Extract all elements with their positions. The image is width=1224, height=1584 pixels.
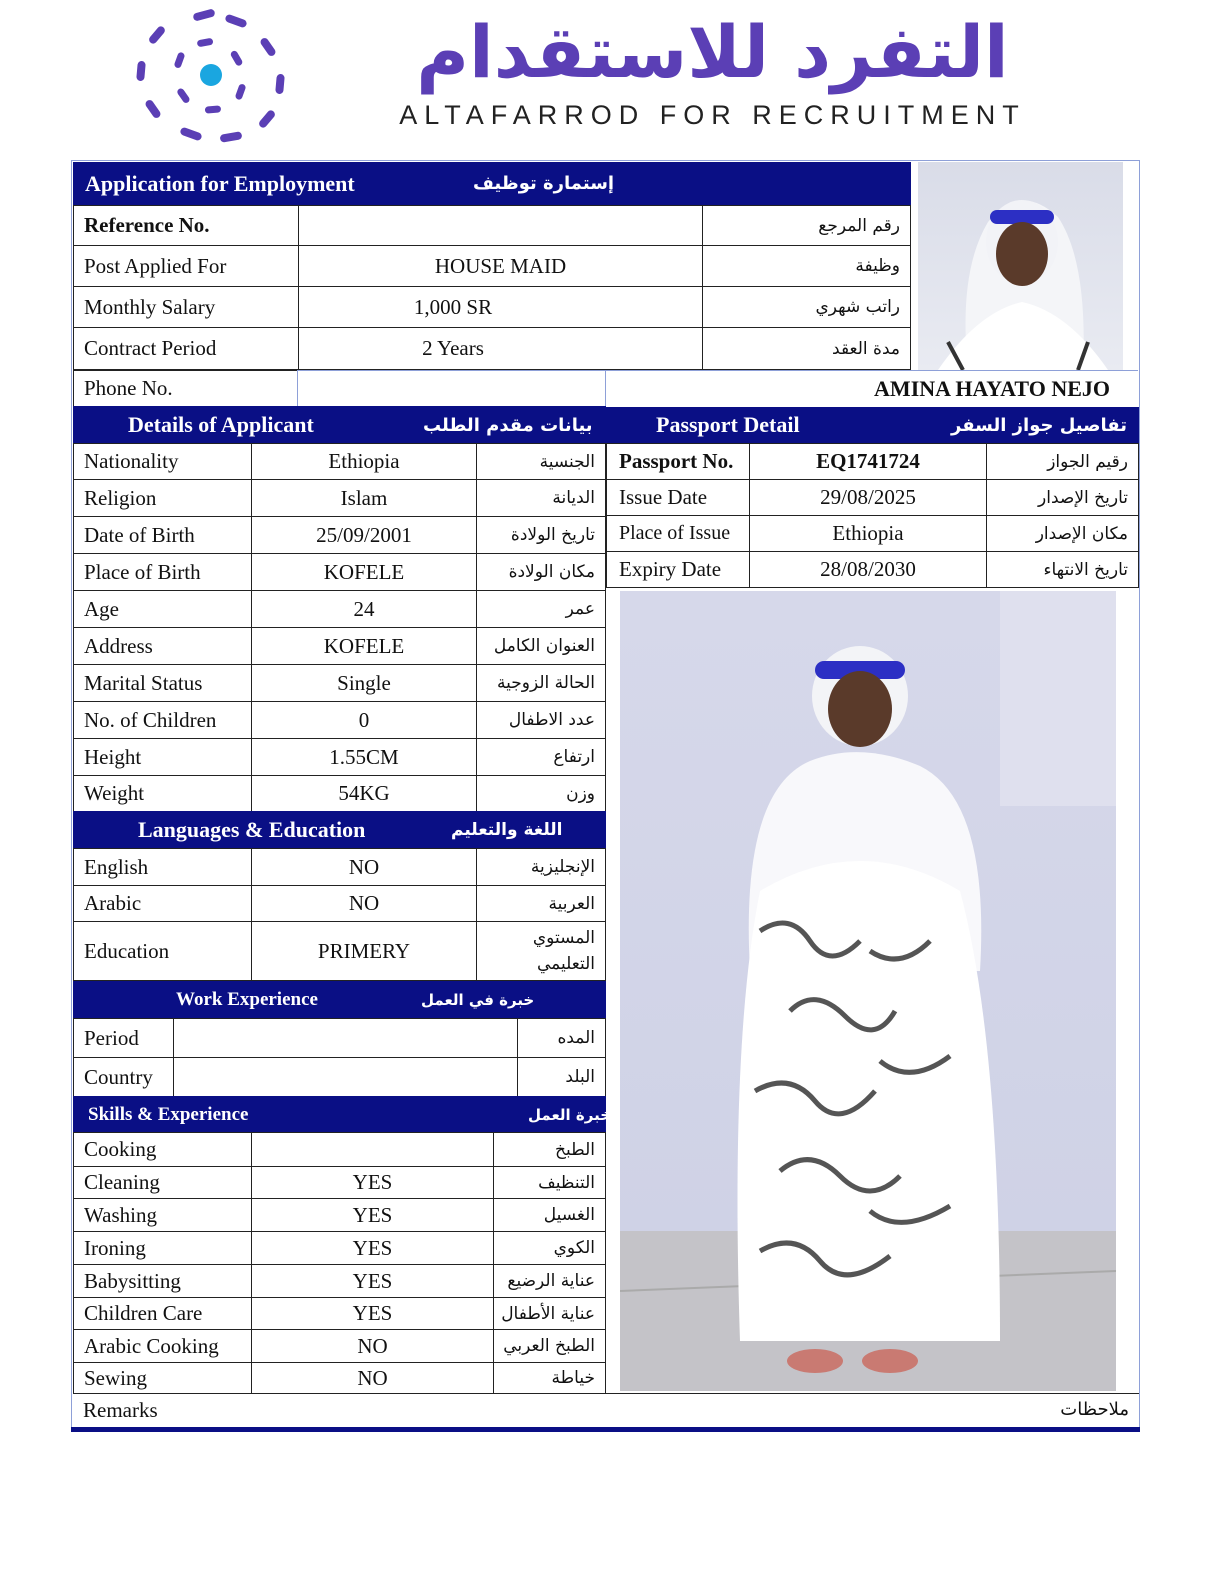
country-value	[173, 1057, 518, 1097]
reference-label: Reference No.	[73, 205, 299, 246]
passport-title-en: Passport Detail	[656, 412, 800, 437]
details-row-3-ar: مكان الولادة	[476, 553, 606, 591]
details-row-5-ar: العنوان الكامل	[476, 627, 606, 665]
work-title-bar	[73, 981, 606, 1019]
reference-label-ar: رقم المرجع	[702, 205, 911, 246]
post-label: Post Applied For	[73, 245, 299, 287]
reference-value	[298, 205, 703, 246]
issue-date-label-ar: تاريخ الإصدار	[986, 479, 1139, 516]
passport-no-value: EQ1741724	[749, 443, 987, 480]
skills-title-bar	[73, 1096, 612, 1133]
languages-title-ar: اللغة والتعليم	[451, 820, 563, 840]
languages-title-bar	[73, 811, 606, 849]
skills-row-6-label: Arabic Cooking	[73, 1329, 252, 1363]
details-row-9-label: Weight	[73, 775, 252, 812]
details-row-2-ar: تاريخ الولادة	[476, 516, 606, 554]
details-row-9-ar: وزن	[476, 775, 606, 812]
place-of-issue-label-ar: مكان الإصدار	[986, 515, 1139, 552]
skills-row-3-value: YES	[251, 1231, 494, 1265]
details-row-6-ar: الحالة الزوجية	[476, 664, 606, 702]
contract-label: Contract Period	[73, 327, 299, 370]
expiry-date-label-ar: تاريخ الانتهاء	[986, 551, 1139, 588]
details-row-0-ar: الجنسية	[476, 443, 606, 480]
skills-row-5-ar: عناية الأطفال	[493, 1297, 606, 1330]
languages-title-en: Languages & Education	[138, 817, 366, 842]
skills-row-0-label: Cooking	[73, 1132, 252, 1167]
details-row-8-ar: ارتفاع	[476, 738, 606, 776]
skills-row-3-ar: الكوي	[493, 1231, 606, 1265]
details-row-1-value: Islam	[251, 479, 477, 517]
passport-title-ar: تفاصيل جواز السفر	[951, 414, 1128, 436]
skills-row-6-ar: الطبخ العربي	[493, 1329, 606, 1363]
education-label-ar: المستوي التعليمي	[476, 921, 606, 981]
post-value: HOUSE MAID	[298, 245, 703, 287]
brand-logo	[125, 5, 300, 150]
salary-label-ar: راتب شهري	[702, 286, 911, 328]
details-row-7-value: 0	[251, 701, 477, 739]
details-row-2-label: Date of Birth	[73, 516, 252, 554]
passport-title-bar	[606, 407, 1139, 443]
remarks-label-ar: ملاحظات	[1060, 1399, 1129, 1420]
skills-row-5-label: Children Care	[73, 1297, 252, 1330]
details-row-5-value: KOFELE	[251, 627, 477, 665]
english-label-ar: الإنجليزية	[476, 848, 606, 886]
english-value: NO	[251, 848, 477, 886]
skills-title-en: Skills & Experience	[88, 1103, 249, 1125]
phone-label: Phone No.	[73, 370, 298, 407]
arabic-label: Arabic	[73, 885, 252, 922]
details-row-1-ar: الديانة	[476, 479, 606, 517]
details-row-3-value: KOFELE	[251, 553, 477, 591]
country-label-ar: البلد	[517, 1057, 606, 1097]
details-row-8-label: Height	[73, 738, 252, 776]
bottom-rule	[71, 1427, 1140, 1432]
details-row-7-label: No. of Children	[73, 701, 252, 739]
remarks-label: Remarks	[83, 1398, 158, 1422]
expiry-date-label: Expiry Date	[606, 551, 750, 588]
period-value	[173, 1018, 518, 1058]
skills-row-3-label: Ironing	[73, 1231, 252, 1265]
place-of-issue-label: Place of Issue	[606, 515, 750, 552]
details-row-4-ar: عمر	[476, 590, 606, 628]
skills-row-1-label: Cleaning	[73, 1166, 252, 1199]
details-row-1-label: Religion	[73, 479, 252, 517]
contract-value: 2 Years	[298, 327, 703, 370]
details-row-4-value: 24	[251, 590, 477, 628]
details-row-4-label: Age	[73, 590, 252, 628]
skills-row-5-value: YES	[251, 1297, 494, 1330]
skills-row-4-value: YES	[251, 1264, 494, 1298]
details-title-bar	[73, 406, 606, 444]
skills-row-2-ar: الغسيل	[493, 1198, 606, 1232]
period-label: Period	[73, 1018, 174, 1058]
details-row-9-value: 54KG	[251, 775, 477, 812]
skills-row-7-label: Sewing	[73, 1362, 252, 1394]
details-title-en: Details of Applicant	[128, 412, 314, 437]
remarks-row	[73, 1393, 1139, 1427]
english-label: English	[73, 848, 252, 886]
skills-row-7-value: NO	[251, 1362, 494, 1394]
applicant-full-body-photo	[620, 591, 1116, 1391]
skills-row-4-ar: عناية الرضيع	[493, 1264, 606, 1298]
expiry-date-value: 28/08/2030	[749, 551, 987, 588]
applicant-headshot-photo	[918, 162, 1123, 370]
details-row-2-value: 25/09/2001	[251, 516, 477, 554]
details-row-5-label: Address	[73, 627, 252, 665]
contract-label-ar: مدة العقد	[702, 327, 911, 370]
skills-row-4-label: Babysitting	[73, 1264, 252, 1298]
issue-date-value: 29/08/2025	[749, 479, 987, 516]
phone-value	[297, 370, 606, 407]
details-row-8-value: 1.55CM	[251, 738, 477, 776]
work-title-ar: خبرة في العمل	[421, 991, 535, 1009]
skills-row-0-ar: الطبخ	[493, 1132, 606, 1167]
details-row-0-value: Ethiopia	[251, 443, 477, 480]
issue-date-label: Issue Date	[606, 479, 750, 516]
skills-row-0-value	[251, 1132, 494, 1167]
details-row-0-label: Nationality	[73, 443, 252, 480]
passport-no-label: Passport No.	[606, 443, 750, 480]
arabic-value: NO	[251, 885, 477, 922]
brand-name-english: ALTAFARROD FOR RECRUITMENT	[399, 100, 1026, 130]
details-title-ar: بيانات مقدم الطلب	[423, 414, 593, 436]
details-row-6-value: Single	[251, 664, 477, 702]
logo-dots-icon	[125, 5, 300, 150]
applicant-name: AMINA HAYATO NEJO	[606, 370, 1138, 407]
salary-value: 1,000 SR	[298, 286, 703, 328]
place-of-issue-value: Ethiopia	[749, 515, 987, 552]
passport-no-label-ar: رقيم الجواز	[986, 443, 1139, 480]
application-title-en: Application for Employment	[85, 170, 355, 196]
application-title-bar	[73, 162, 911, 205]
education-value: PRIMERY	[251, 921, 477, 981]
skills-row-1-ar: التنظيف	[493, 1166, 606, 1199]
skills-title-ar: خبرة العمل	[528, 1105, 612, 1124]
skills-row-1-value: YES	[251, 1166, 494, 1199]
details-row-3-label: Place of Birth	[73, 553, 252, 591]
skills-row-7-ar: خياطة	[493, 1362, 606, 1394]
work-title-en: Work Experience	[176, 989, 318, 1010]
post-label-ar: وظيفة	[702, 245, 911, 287]
details-row-7-ar: عدد الاطفال	[476, 701, 606, 739]
arabic-label-ar: العربية	[476, 885, 606, 922]
application-title-ar: إستمارة توظيف	[473, 173, 615, 194]
details-row-6-label: Marital Status	[73, 664, 252, 702]
salary-label: Monthly Salary	[73, 286, 299, 328]
period-label-ar: المده	[517, 1018, 606, 1058]
skills-row-2-value: YES	[251, 1198, 494, 1232]
country-label: Country	[73, 1057, 174, 1097]
education-label: Education	[73, 921, 252, 981]
brand-name-arabic: التفرد للاستقدام	[416, 10, 1009, 94]
skills-row-6-value: NO	[251, 1329, 494, 1363]
skills-row-2-label: Washing	[73, 1198, 252, 1232]
